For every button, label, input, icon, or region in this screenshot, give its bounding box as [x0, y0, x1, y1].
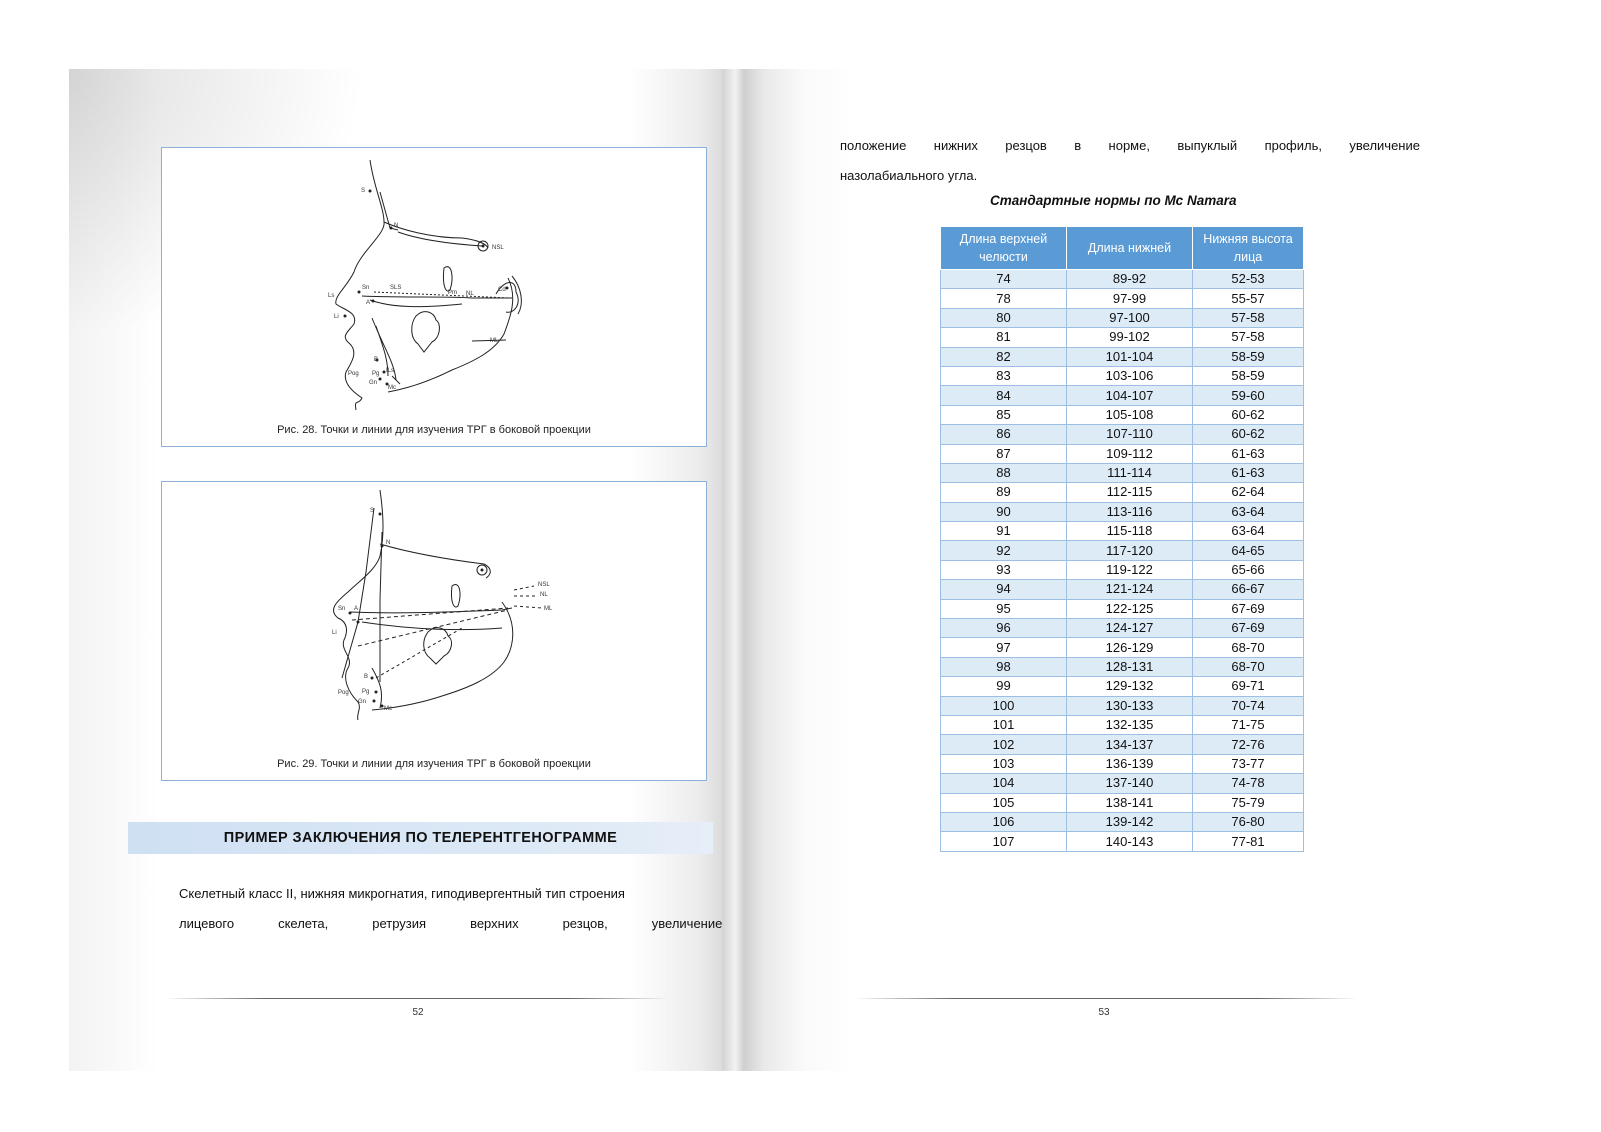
- left-page: [69, 69, 722, 1071]
- table-cell: 104-107: [1067, 386, 1193, 405]
- table-row: [941, 599, 1304, 618]
- table-cell: 139-142: [1067, 812, 1193, 831]
- table-cell: 138-141: [1067, 793, 1193, 812]
- table-cell: 61-63: [1193, 463, 1304, 482]
- table-cell: 93: [941, 560, 1067, 579]
- table-cell: 65-66: [1193, 560, 1304, 579]
- table-cell: 130-133: [1067, 696, 1193, 715]
- table-cell: 55-57: [1193, 289, 1304, 308]
- table-cell: 102: [941, 735, 1067, 754]
- table-cell: 122-125: [1067, 599, 1193, 618]
- paragraph-line-justified: [840, 131, 1420, 161]
- table-row: [941, 463, 1304, 482]
- table-cell: 99: [941, 677, 1067, 696]
- table-cell: 136-139: [1067, 754, 1193, 773]
- svg-text:NL: NL: [540, 592, 548, 598]
- table-cell: 81: [941, 328, 1067, 347]
- table-cell: 112-115: [1067, 483, 1193, 502]
- table-cell: 103-106: [1067, 366, 1193, 385]
- table-cell: 69-71: [1193, 677, 1304, 696]
- table-row: [941, 638, 1304, 657]
- right-page: [744, 69, 1464, 1071]
- table-cell: 101-104: [1067, 347, 1193, 366]
- table-cell: 128-131: [1067, 657, 1193, 676]
- table-row: [941, 328, 1304, 347]
- book-gutter: [722, 69, 744, 1071]
- footer-rule: [165, 998, 669, 999]
- table-cell: 126-129: [1067, 638, 1193, 657]
- table-cell: 113-116: [1067, 502, 1193, 521]
- table-cell: 105-108: [1067, 405, 1193, 424]
- table-row: [941, 774, 1304, 793]
- svg-text:ML: ML: [544, 606, 553, 612]
- table-row: [941, 386, 1304, 405]
- table-cell: 94: [941, 580, 1067, 599]
- table-row: [941, 677, 1304, 696]
- table-cell: 63-64: [1193, 502, 1304, 521]
- table-cell: 89-92: [1067, 270, 1193, 289]
- table-cell: 137-140: [1067, 774, 1193, 793]
- table-row: [941, 715, 1304, 734]
- table-row: [941, 580, 1304, 599]
- table-cell: 83: [941, 366, 1067, 385]
- svg-text:Mc: Mc: [388, 385, 396, 391]
- svg-text:Li: Li: [334, 314, 339, 320]
- table-cell: 99-102: [1067, 328, 1193, 347]
- svg-text:Sn: Sn: [362, 285, 370, 291]
- table-cell: 61-63: [1193, 444, 1304, 463]
- figure-29: [161, 481, 707, 781]
- word: верхних: [470, 916, 519, 931]
- table-cell: 104: [941, 774, 1067, 793]
- word: нижних: [933, 138, 978, 153]
- table-cell: 109-112: [1067, 444, 1193, 463]
- table-cell: 105: [941, 793, 1067, 812]
- table-row: [941, 289, 1304, 308]
- svg-text:Sn: Sn: [338, 606, 346, 612]
- table-cell: 73-77: [1193, 754, 1304, 773]
- word: скелета,: [278, 916, 329, 931]
- word: выпуклый: [1177, 138, 1238, 153]
- body-paragraph: [135, 879, 723, 939]
- table-cell: 100: [941, 696, 1067, 715]
- table-cell: 66-67: [1193, 580, 1304, 599]
- figure-29-caption: Рис. 29. Точки и линии для изучения ТРГ в боковой проекции: [277, 758, 591, 770]
- table-cell: 97-100: [1067, 308, 1193, 327]
- svg-text:N: N: [386, 540, 391, 546]
- table-row: [941, 696, 1304, 715]
- word: ретрузия: [372, 916, 427, 931]
- svg-text:Pm: Pm: [448, 290, 457, 296]
- table-row: [941, 444, 1304, 463]
- table-cell: 60-62: [1193, 425, 1304, 444]
- table-row: [941, 812, 1304, 831]
- table-cell: 91: [941, 522, 1067, 541]
- table-cell: 103: [941, 754, 1067, 773]
- table-cell: 124-127: [1067, 619, 1193, 638]
- svg-text:S: S: [370, 508, 375, 514]
- table-cell: 107-110: [1067, 425, 1193, 444]
- svg-text:Pog: Pog: [348, 371, 359, 377]
- paragraph-line: назолабиального угла.: [840, 168, 978, 183]
- table-cell: 140-143: [1067, 832, 1193, 851]
- table-row: [941, 347, 1304, 366]
- cephalometric-tracing-drawing: [162, 482, 706, 780]
- svg-text:NSL: NSL: [492, 245, 504, 251]
- table-cell: 80: [941, 308, 1067, 327]
- table-cell: 88: [941, 463, 1067, 482]
- word: в: [1074, 138, 1082, 153]
- table-row: [941, 308, 1304, 327]
- svg-text:SLS: SLS: [390, 285, 402, 291]
- svg-text:NL: NL: [466, 291, 474, 297]
- table-cell: 96: [941, 619, 1067, 638]
- word: увеличение: [651, 916, 723, 931]
- svg-text:A: A: [354, 606, 359, 612]
- column-header: Длина нижней: [1067, 227, 1193, 270]
- table-cell: 74: [941, 270, 1067, 289]
- mcnamara-norms-table: [940, 226, 1304, 852]
- table-cell: 134-137: [1067, 735, 1193, 754]
- svg-text:Mc: Mc: [384, 706, 392, 712]
- table-cell: 59-60: [1193, 386, 1304, 405]
- table-row: [941, 425, 1304, 444]
- table-row: [941, 270, 1304, 289]
- paragraph-line-justified: [135, 909, 723, 939]
- table-cell: 70-74: [1193, 696, 1304, 715]
- body-paragraph-continued: [840, 131, 1420, 191]
- table-cell: 84: [941, 386, 1067, 405]
- table-cell: 71-75: [1193, 715, 1304, 734]
- table-row: [941, 502, 1304, 521]
- table-cell: 89: [941, 483, 1067, 502]
- word: норме,: [1108, 138, 1150, 153]
- table-cell: 107: [941, 832, 1067, 851]
- svg-text:NSL: NSL: [538, 582, 550, 588]
- table-cell: 58-59: [1193, 347, 1304, 366]
- table-cell: 92: [941, 541, 1067, 560]
- table-cell: 76-80: [1193, 812, 1304, 831]
- table-cell: 132-135: [1067, 715, 1193, 734]
- svg-text:Pog: Pog: [338, 690, 349, 696]
- footer-rule: [854, 998, 1358, 999]
- table-cell: 58-59: [1193, 366, 1304, 385]
- word: положение: [840, 138, 907, 153]
- svg-text:Pg: Pg: [372, 371, 380, 377]
- table-cell: 68-70: [1193, 638, 1304, 657]
- table-row: [941, 735, 1304, 754]
- svg-text:Gn: Gn: [369, 380, 378, 386]
- table-cell: 106: [941, 812, 1067, 831]
- table-cell: 101: [941, 715, 1067, 734]
- table-cell: 85: [941, 405, 1067, 424]
- svg-text:B: B: [374, 357, 379, 363]
- page-number: 53: [1098, 1007, 1110, 1018]
- table-row: [941, 541, 1304, 560]
- word: профиль,: [1264, 138, 1322, 153]
- svg-text:Li: Li: [332, 630, 337, 636]
- table-cell: 72-76: [1193, 735, 1304, 754]
- figure-28-caption: Рис. 28. Точки и линии для изучения ТРГ в боковой проекции: [277, 424, 591, 436]
- table-row: [941, 754, 1304, 773]
- svg-text:ML: ML: [490, 338, 499, 344]
- table-cell: 52-53: [1193, 270, 1304, 289]
- figure-28: [161, 147, 707, 447]
- table-row: [941, 405, 1304, 424]
- word: лицевого: [179, 916, 235, 931]
- cephalometric-tracing-drawing: [162, 148, 706, 446]
- table-body: [941, 270, 1304, 852]
- table-cell: 64-65: [1193, 541, 1304, 560]
- table-cell: 129-132: [1067, 677, 1193, 696]
- table-cell: 82: [941, 347, 1067, 366]
- column-header: Нижняя высота лица: [1193, 227, 1304, 270]
- section-heading: ПРИМЕР ЗАКЛЮЧЕНИЯ ПО ТЕЛЕРЕНТГЕНОГРАММЕ: [128, 822, 713, 854]
- table-cell: 117-120: [1067, 541, 1193, 560]
- table-row: [941, 793, 1304, 812]
- table-cell: 121-124: [1067, 580, 1193, 599]
- table-cell: 75-79: [1193, 793, 1304, 812]
- table-cell: 62-64: [1193, 483, 1304, 502]
- table-cell: 95: [941, 599, 1067, 618]
- table-cell: 77-81: [1193, 832, 1304, 851]
- svg-text:B: B: [364, 674, 369, 680]
- table-cell: 111-114: [1067, 463, 1193, 482]
- table-cell: 87: [941, 444, 1067, 463]
- table-row: [941, 619, 1304, 638]
- svg-text:ILs: ILs: [386, 368, 395, 374]
- svg-text:Pg: Pg: [362, 689, 370, 695]
- table-cell: 90: [941, 502, 1067, 521]
- table-cell: 97-99: [1067, 289, 1193, 308]
- svg-text:S: S: [361, 188, 366, 194]
- word: резцов: [1005, 138, 1047, 153]
- table-title: Стандартные нормы по Mc Namara: [990, 193, 1237, 208]
- table-cell: 63-64: [1193, 522, 1304, 541]
- table-cell: 98: [941, 657, 1067, 676]
- table-row: [941, 483, 1304, 502]
- table-cell: 67-69: [1193, 599, 1304, 618]
- table-row: [941, 657, 1304, 676]
- table-row: [941, 366, 1304, 385]
- svg-text:Gn: Gn: [358, 699, 367, 705]
- svg-text:A: A: [366, 300, 371, 306]
- table-row: [941, 560, 1304, 579]
- table-cell: 60-62: [1193, 405, 1304, 424]
- svg-text:N: N: [394, 223, 399, 229]
- svg-text:Ls: Ls: [328, 293, 335, 299]
- word: резцов,: [562, 916, 608, 931]
- table-header-row: [941, 227, 1304, 270]
- table-cell: 86: [941, 425, 1067, 444]
- table-cell: 57-58: [1193, 328, 1304, 347]
- word: увеличение: [1349, 138, 1420, 153]
- table-cell: 67-69: [1193, 619, 1304, 638]
- table-row: [941, 522, 1304, 541]
- table-cell: 57-58: [1193, 308, 1304, 327]
- table-cell: 68-70: [1193, 657, 1304, 676]
- table-cell: 119-122: [1067, 560, 1193, 579]
- svg-text:Cd: Cd: [498, 287, 506, 293]
- table-row: [941, 832, 1304, 851]
- table-cell: 78: [941, 289, 1067, 308]
- table-cell: 74-78: [1193, 774, 1304, 793]
- table-cell: 115-118: [1067, 522, 1193, 541]
- paragraph-line: Скелетный класс II, нижняя микрогнатия, гиподивергентный тип строения: [179, 886, 625, 901]
- page-number: 52: [412, 1007, 424, 1018]
- table-cell: 97: [941, 638, 1067, 657]
- column-header: Длина верхней челюсти: [941, 227, 1067, 270]
